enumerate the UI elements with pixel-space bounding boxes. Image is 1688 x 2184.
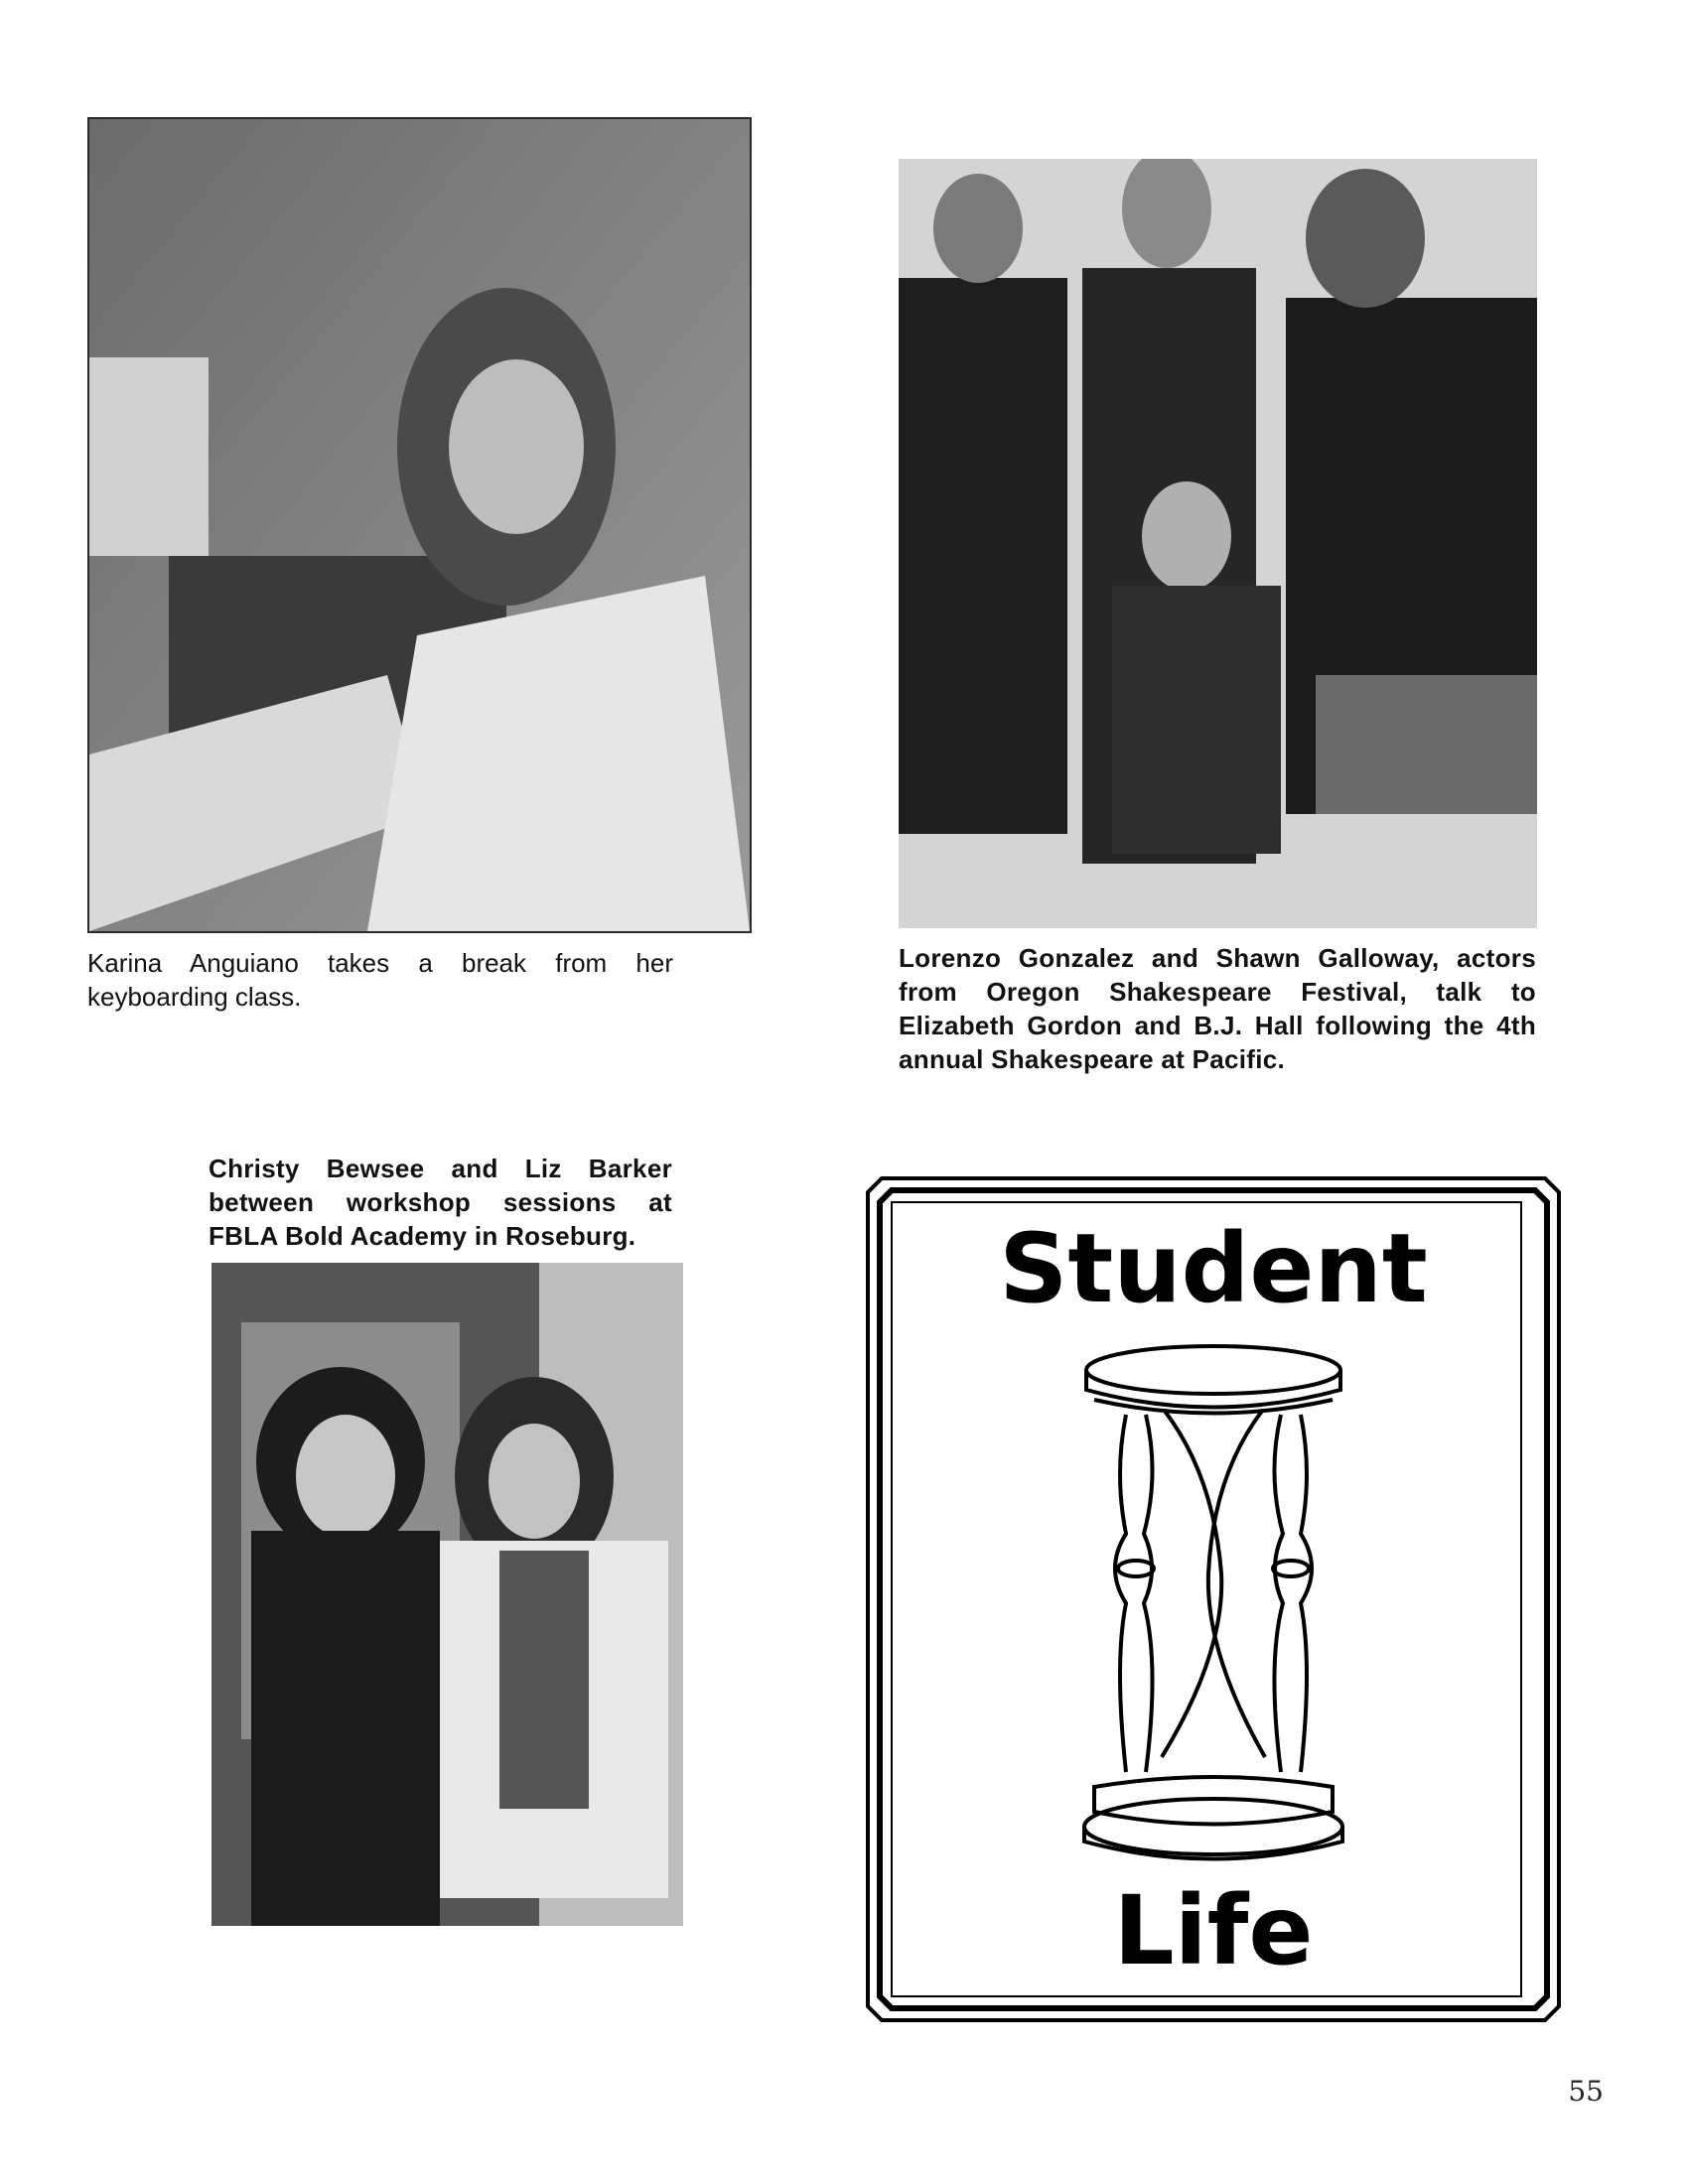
photo-fbla-image xyxy=(211,1263,683,1926)
caption-fbla: Christy Bewsee and Liz Barker between workshop sessions at FBLA Bold Academy in Roseburg. xyxy=(209,1154,672,1251)
hourglass-icon xyxy=(1084,1346,1342,1859)
photo-karina-image xyxy=(89,119,750,931)
photo-shakespeare-actors xyxy=(899,159,1537,928)
logo-word-student: Student xyxy=(999,1213,1428,1324)
student-life-logo xyxy=(866,1176,1561,2022)
caption-shakespeare: Lorenzo Gonzalez and Shawn Galloway, actors from Oregon Shakespeare Festival, talk to Elizabeth Gordon and B.J. Hall following the 4th annual Shakespeare at Pacific. xyxy=(899,943,1536,1074)
photo-shakespeare-image xyxy=(899,159,1537,928)
photo-fbla-academy xyxy=(211,1263,683,1926)
page-number: 55 xyxy=(1568,2075,1604,2108)
caption-karina: Karina Anguiano takes a break from her keyboarding class. xyxy=(87,948,673,1012)
photo-karina-keyboarding xyxy=(87,117,752,933)
logo-word-life: Life xyxy=(1113,1875,1314,1986)
